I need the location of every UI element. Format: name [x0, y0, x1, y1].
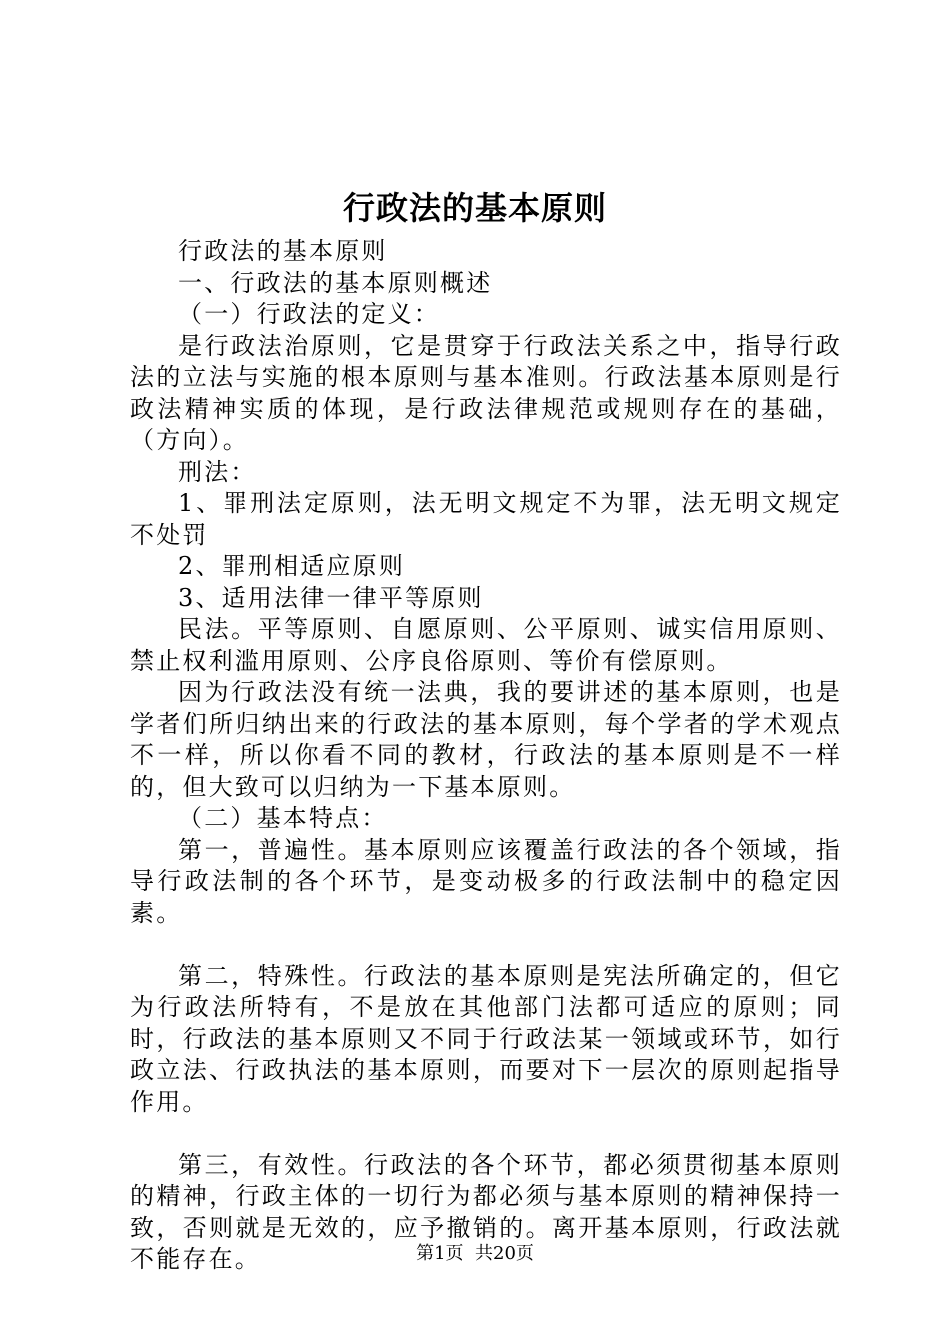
list-item: 3、适用法律一律平等原则 [178, 583, 484, 612]
list-item: 2、罪刑相适应原则 [178, 552, 406, 580]
paragraph: 是行政法治原则，它是贯穿于行政法关系之中，指导行政法的立法与实施的根本原则与基本准则。行政法基本原则是行政法精神实质的体现，是行政法律规范或规则存在的基础，（方向）。 [130, 331, 842, 454]
paragraph: 因为行政法没有统一法典，我的要讲述的基本原则，也是学者们所归纳出来的行政法的基本原则，每个学者的学术观点不一样，所以你看不同的教材，行政法的基本原则是不一样的，但大致可以归纳为一下基本原则。 [130, 678, 842, 801]
subsection-heading: （一）行政法的定义： [178, 300, 440, 328]
document-title: 行政法的基本原则 [342, 189, 607, 227]
document-body [130, 236, 842, 1276]
paragraph: 民法。平等原则、自愿原则、公平原则、诚实信用原则、禁止权利滥用原则、公序良俗原则、等价有偿原则。 [130, 615, 842, 675]
paragraph: 行政法的基本原则 [178, 237, 388, 265]
subsection-heading: （二）基本特点： [178, 804, 388, 832]
paragraph: 第二，特殊性。行政法的基本原则是宪法所确定的，但它为行政法所特有，不是放在其他部门法都可适应的原则；同时，行政法的基本原则又不同于行政法某一领域或环节，如行政立法、行政执法的基本原则，而要对下一层次的原则起指导作用。 [130, 961, 842, 1116]
page-footer [0, 1241, 950, 1267]
paragraph: 第一，普遍性。基本原则应该覆盖行政法的各个领域，指导行政法制的各个环节，是变动极多的行政法制中的稳定因素。 [130, 835, 842, 927]
list-item: 1、罪刑法定原则，法无明文规定不为罪，法无明文规定不处罚 [130, 489, 842, 549]
paragraph: 第三，有效性。行政法的各个环节，都必须贯彻基本原则的精神，行政主体的一切行为都必须与基本原则的精神保持一致，否则就是无效的，应予撤销的。离开基本原则，行政法就不能存在。 [130, 1150, 842, 1273]
section-heading: 一、行政法的基本原则概述 [178, 268, 493, 297]
page-number: 第1页 共20页 [416, 1243, 534, 1264]
paragraph: 刑法： [178, 457, 257, 486]
